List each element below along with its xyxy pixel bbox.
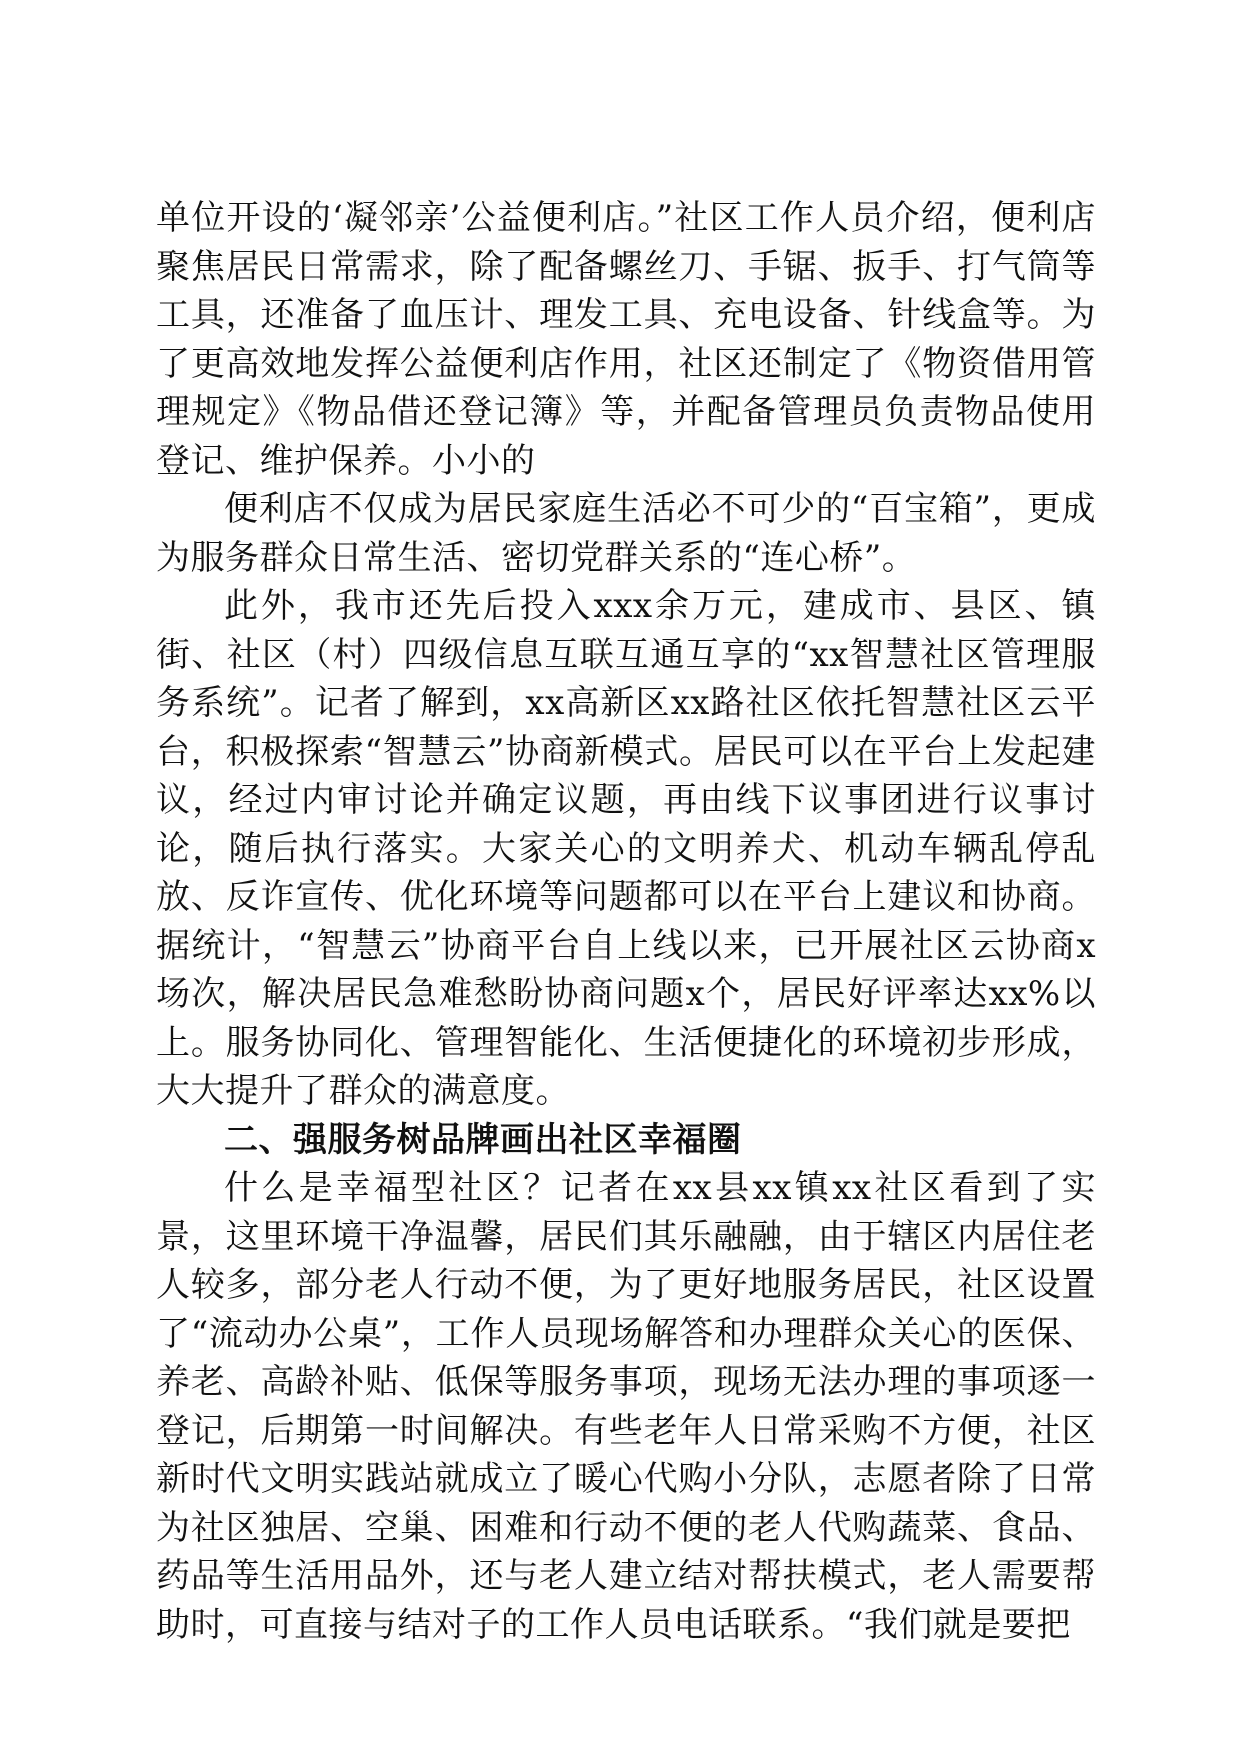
paragraph-convenience-store-role: 便利店不仅成为居民家庭生活必不可少的“百宝箱”，更成为服务群众日常生活、密切党群关系的“连心桥”。 [156, 489, 1096, 578]
section-heading: 二、强服务树品牌画出社区幸福圈 [224, 1119, 742, 1160]
document-body [156, 194, 1096, 1649]
paragraph-convenience-store-intro: 单位开设的‘凝邻亲’公益便利店。”社区工作人员介绍，便利店聚焦居民日常需求，除了配备螺丝刀、手锯、扳手、打气筒等工具，还准备了血压计、理发工具、充电设备、针线盒等。为了更高效地发挥公益便利店作用，社区还制定了《物资借用管理规定》《物品借还登记簿》等，并配备管理员负责物品使用登记、维护保养。小小的 [156, 198, 1096, 481]
paragraph-smart-community: 此外，我市还先后投入xxx余万元，建成市、县区、镇街、社区（村）四级信息互联互通互享的“xx智慧社区管理服务系统”。记者了解到，xx高新区xx路社区依托智慧社区云平台，积极探索“智慧云”协商新模式。居民可以在平台上发起建议，经过内审讨论并确定议题，再由线下议事团进行议事讨论，随后执行落实。大家关心的文明养犬、机动车辆乱停乱放、反诈宣传、优化环境等问题都可以在平台上建议和协商。据统计，“智慧云”协商平台自上线以来，已开展社区云协商x场次，解决居民急难愁盼协商问题x个，居民好评率达xx%以上。服务协同化、管理智能化、生活便捷化的环境初步形成，大大提升了群众的满意度。 [156, 586, 1096, 1111]
paragraph-happy-community: 什么是幸福型社区？记者在xx县xx镇xx社区看到了实景，这里环境干净温馨，居民们其乐融融，由于辖区内居住老人较多，部分老人行动不便，为了更好地服务居民，社区设置了“流动办公桌”，工作人员现场解答和办理群众关心的医保、养老、高龄补贴、低保等服务事项，现场无法办理的事项逐一登记，后期第一时间解决。有些老年人日常采购不方便，社区新时代文明实践站就成立了暖心代购小分队，志愿者除了日常为社区独居、空巢、困难和行动不便的老人代购蔬菜、食品、药品等生活用品外，还与老人建立结对帮扶模式，老人需要帮助时，可直接与结对子的工作人员电话联系。“我们就是要把 [156, 1168, 1096, 1645]
